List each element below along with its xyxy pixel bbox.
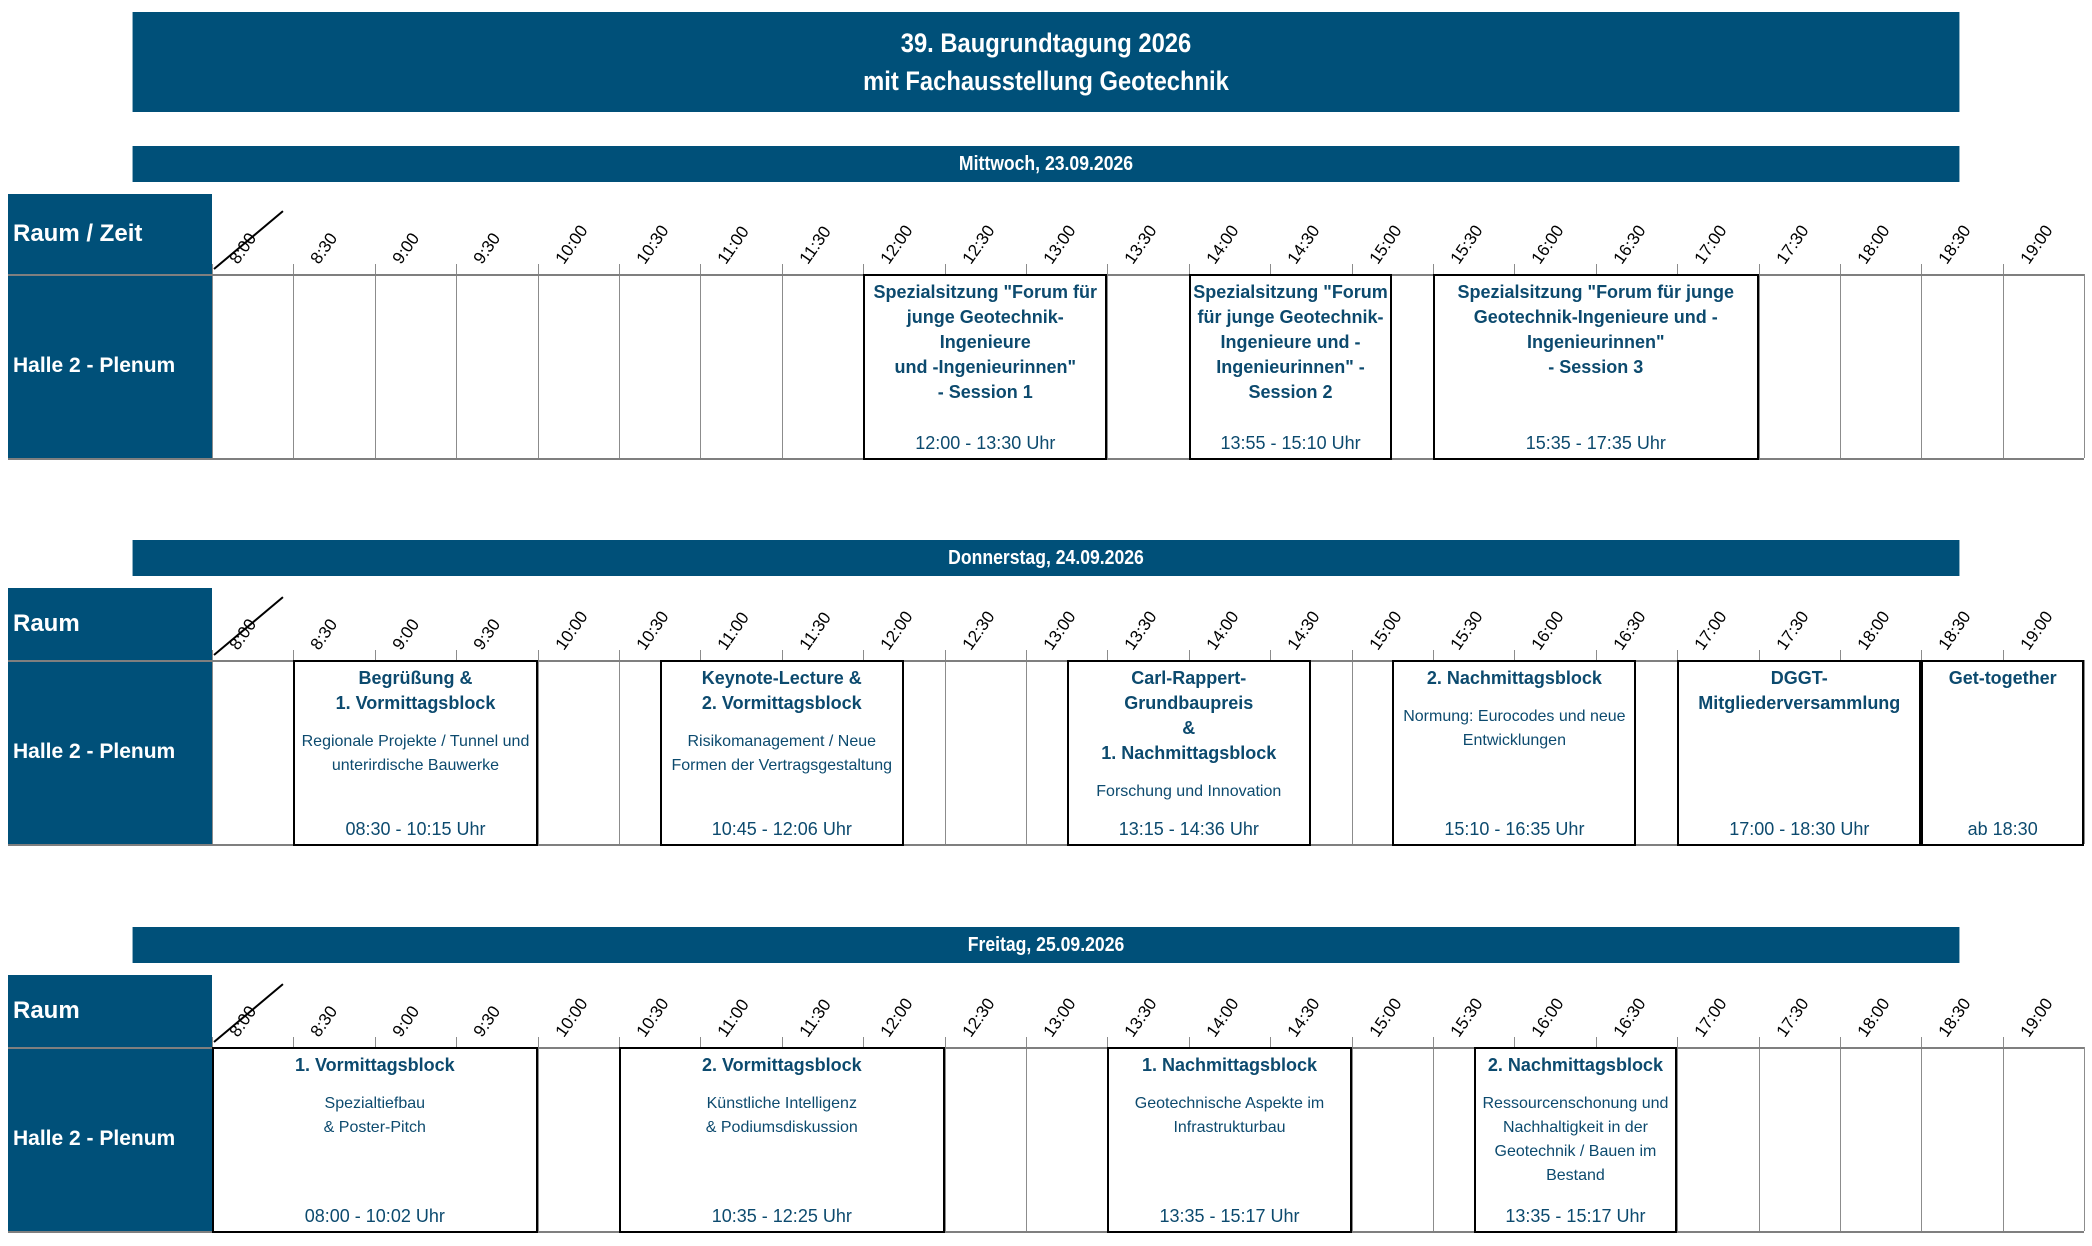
grid-line — [1026, 1037, 1027, 1231]
time-label: 16:30 — [1609, 994, 1650, 1041]
time-label: 12:00 — [876, 994, 917, 1041]
session-title: Spezialsitzung "Forum für junge Geotechnik-Ingenieure und -Ingenieurinnen" - Session 1 — [873, 282, 1098, 402]
grid-line — [212, 650, 213, 844]
time-label: 10:00 — [551, 994, 592, 1041]
time-label: 11:00 — [714, 995, 754, 1041]
time-label: 15:30 — [1446, 221, 1487, 268]
time-label: 15:00 — [1365, 221, 1406, 268]
grid-line — [782, 264, 783, 458]
grid-line — [1921, 1037, 1922, 1231]
session-topic: Forschung und Innovation — [1096, 783, 1282, 800]
time-label: 15:00 — [1365, 607, 1406, 654]
time-label: 10:00 — [551, 607, 592, 654]
session-block[interactable] — [293, 660, 537, 846]
session-time: 15:35 - 17:35 Uhr — [1525, 433, 1666, 453]
time-label: 14:00 — [1202, 221, 1243, 268]
grid-line — [1107, 264, 1108, 458]
time-label: 16:00 — [1528, 994, 1568, 1041]
time-label: 11:00 — [714, 222, 754, 268]
grid-line — [1759, 264, 1760, 458]
grid-line — [2003, 1037, 2004, 1231]
session-title: 2. Nachmittagsblock — [1487, 1055, 1663, 1075]
grid-line — [1921, 264, 1922, 458]
time-label: 17:30 — [1772, 221, 1813, 268]
session-time: 15:10 - 16:35 Uhr — [1444, 819, 1585, 839]
time-label: 15:30 — [1446, 994, 1487, 1041]
session-time: 13:55 - 15:10 Uhr — [1220, 433, 1361, 453]
session-time: 12:00 - 13:30 Uhr — [915, 433, 1056, 453]
time-label: 13:30 — [1121, 221, 1161, 268]
time-label: 10:30 — [632, 221, 673, 268]
time-label: 14:30 — [1283, 607, 1324, 654]
time-label: 9:00 — [388, 615, 423, 654]
grid-line — [212, 264, 213, 458]
time-label: 17:00 — [1690, 221, 1731, 268]
grid-line — [619, 264, 620, 458]
session-title: Get-together — [1948, 668, 2057, 688]
grid-line — [375, 264, 376, 458]
page-title: 39. Baugrundtagung 2026 — [900, 28, 1192, 58]
time-label: 13:00 — [1039, 994, 1080, 1041]
page-title-banner — [133, 12, 1960, 112]
time-label: 19:00 — [2016, 221, 2057, 268]
session-title: 2. Nachmittagsblock — [1426, 668, 1602, 688]
day-banner: Freitag, 25.09.2026 — [133, 927, 1960, 963]
session-block[interactable] — [1433, 274, 1759, 460]
time-label: 19:00 — [2016, 994, 2057, 1041]
time-label: 13:00 — [1039, 607, 1080, 654]
session-topic: Geotechnische Aspekte im Infrastrukturbau — [1134, 1095, 1325, 1136]
time-label: 8:30 — [307, 615, 342, 654]
session-time: 08:30 - 10:15 Uhr — [345, 819, 486, 839]
grid-line — [1677, 1037, 1678, 1231]
time-label: 9:30 — [469, 615, 505, 654]
session-title: Carl-Rappert-Grundbaupreis & 1. Nachmittagsblock — [1101, 668, 1277, 763]
time-label: 14:00 — [1202, 607, 1243, 654]
time-label: 12:30 — [958, 994, 999, 1041]
time-label: 17:00 — [1690, 994, 1731, 1041]
column-header-label: Raum — [8, 975, 212, 1047]
session-title: DGGT- Mitgliederversammlung — [1698, 668, 1901, 713]
session-topic: Ressourcenschonung und Nachhaltigkeit in der Geotechnik / Bauen im Bestand — [1482, 1095, 1669, 1184]
session-topic: Künstliche Intelligenz & Podiumsdiskussion — [705, 1095, 858, 1136]
session-time: ab 18:30 — [1967, 819, 2038, 839]
grid-line — [945, 1037, 946, 1231]
session-block[interactable] — [1107, 1047, 1351, 1233]
grid-line — [619, 650, 620, 844]
time-label: 14:00 — [1202, 994, 1243, 1041]
time-label: 13:30 — [1121, 994, 1161, 1041]
time-label: 9:00 — [388, 229, 423, 268]
time-label: 8:30 — [307, 1002, 342, 1041]
time-label: 18:00 — [1853, 607, 1894, 654]
session-time: 08:00 - 10:02 Uhr — [304, 1206, 445, 1226]
session-topic: Regionale Projekte / Tunnel und unterirdische Bauwerke — [301, 733, 530, 774]
grid-line — [538, 264, 539, 458]
session-title: Spezialsitzung "Forum für junge Geotechnik-Ingenieure und - Ingenieurinnen" - Session 3 — [1457, 282, 1735, 377]
session-block[interactable] — [1921, 660, 2084, 846]
session-title: 2. Vormittagsblock — [701, 1055, 862, 1075]
grid-line — [1352, 1037, 1353, 1231]
time-label: 9:30 — [469, 229, 505, 268]
time-label: 15:00 — [1365, 994, 1406, 1041]
grid-line — [293, 264, 294, 458]
time-label: 18:00 — [1853, 221, 1894, 268]
day-banner: Donnerstag, 24.09.2026 — [133, 540, 1960, 576]
grid-line — [945, 650, 946, 844]
time-label: 11:30 — [795, 608, 835, 654]
session-block[interactable] — [1677, 660, 1921, 846]
time-label: 18:30 — [1935, 607, 1975, 654]
time-label: 12:30 — [958, 221, 999, 268]
session-block[interactable] — [1067, 660, 1311, 846]
time-label: 12:00 — [876, 607, 917, 654]
time-label: 19:00 — [2016, 607, 2057, 654]
session-block[interactable] — [1189, 274, 1393, 460]
time-label: 11:30 — [795, 995, 835, 1041]
time-label: 10:00 — [551, 221, 592, 268]
grid-line — [1840, 264, 1841, 458]
session-topic: Normung: Eurocodes und neue Entwicklungen — [1403, 708, 1626, 749]
grid-line — [456, 264, 457, 458]
grid-line — [2003, 264, 2004, 458]
time-label: 10:30 — [632, 994, 673, 1041]
grid-line — [538, 650, 539, 844]
grid-line — [1352, 650, 1353, 844]
session-block[interactable] — [212, 1047, 538, 1233]
session-title: 1. Nachmittagsblock — [1141, 1055, 1318, 1075]
time-label: 11:30 — [795, 222, 835, 268]
grid-line — [1759, 1037, 1760, 1231]
session-title: Begrüßung & 1. Vormittagsblock — [335, 668, 496, 713]
room-label: Halle 2 - Plenum — [8, 274, 212, 458]
time-label: 16:30 — [1609, 221, 1650, 268]
time-label: 14:30 — [1283, 221, 1324, 268]
session-time: 17:00 - 18:30 Uhr — [1729, 819, 1870, 839]
time-label: 11:00 — [714, 608, 754, 654]
time-label: 18:30 — [1935, 221, 1975, 268]
time-label: 8:00 — [225, 615, 261, 654]
time-label: 8:00 — [225, 1002, 261, 1041]
session-time: 10:45 - 12:06 Uhr — [711, 819, 852, 839]
grid-line — [1026, 650, 1027, 844]
grid-line — [2084, 274, 2085, 458]
time-label: 9:00 — [388, 1002, 423, 1041]
session-topic: Spezialtiefbau & Poster-Pitch — [323, 1095, 426, 1136]
time-label: 16:00 — [1528, 607, 1568, 654]
session-block[interactable] — [1474, 1047, 1678, 1233]
room-label: Halle 2 - Plenum — [8, 1047, 212, 1231]
grid-line — [2084, 1047, 2085, 1231]
session-title: Keynote-Lecture & 2. Vormittagsblock — [701, 668, 862, 713]
time-label: 17:30 — [1772, 994, 1813, 1041]
session-block[interactable] — [863, 274, 1107, 460]
column-header-label: Raum — [8, 588, 212, 660]
room-label: Halle 2 - Plenum — [8, 660, 212, 844]
session-time: 13:35 - 15:17 Uhr — [1159, 1206, 1300, 1226]
time-label: 8:00 — [225, 229, 261, 268]
time-label: 10:30 — [632, 607, 673, 654]
time-label: 17:00 — [1690, 607, 1731, 654]
session-topic: Risikomanagement / Neue Formen der Vertragsgestaltung — [671, 733, 893, 774]
time-label: 13:00 — [1039, 221, 1080, 268]
session-block[interactable] — [619, 1047, 945, 1233]
session-title: 1. Vormittagsblock — [294, 1055, 455, 1075]
session-block[interactable] — [1392, 660, 1636, 846]
session-time: 13:15 - 14:36 Uhr — [1118, 819, 1259, 839]
time-label: 8:30 — [307, 229, 342, 268]
time-label: 12:00 — [876, 221, 917, 268]
day-banner: Mittwoch, 23.09.2026 — [133, 146, 1960, 182]
grid-line — [1840, 1037, 1841, 1231]
time-label: 12:30 — [958, 607, 999, 654]
grid-line — [538, 1037, 539, 1231]
time-label: 16:00 — [1528, 221, 1568, 268]
page-subtitle: mit Fachausstellung Geotechnik — [863, 66, 1229, 96]
session-title: Spezialsitzung "Forum für junge Geotechnik- Ingenieure und - Ingenieurinnen" - Session 2 — [1193, 282, 1388, 402]
column-header-label: Raum / Zeit — [8, 194, 212, 274]
session-time: 13:35 - 15:17 Uhr — [1505, 1206, 1646, 1226]
grid-line — [1433, 1037, 1434, 1231]
session-time: 10:35 - 12:25 Uhr — [711, 1206, 852, 1226]
time-label: 15:30 — [1446, 607, 1487, 654]
session-block[interactable] — [660, 660, 904, 846]
time-label: 18:00 — [1853, 994, 1894, 1041]
grid-line — [700, 264, 701, 458]
time-label: 17:30 — [1772, 607, 1813, 654]
time-label: 18:30 — [1935, 994, 1975, 1041]
time-label: 13:30 — [1121, 607, 1161, 654]
grid-line — [2084, 660, 2085, 844]
time-label: 9:30 — [469, 1002, 505, 1041]
time-label: 14:30 — [1283, 994, 1324, 1041]
time-label: 16:30 — [1609, 607, 1650, 654]
